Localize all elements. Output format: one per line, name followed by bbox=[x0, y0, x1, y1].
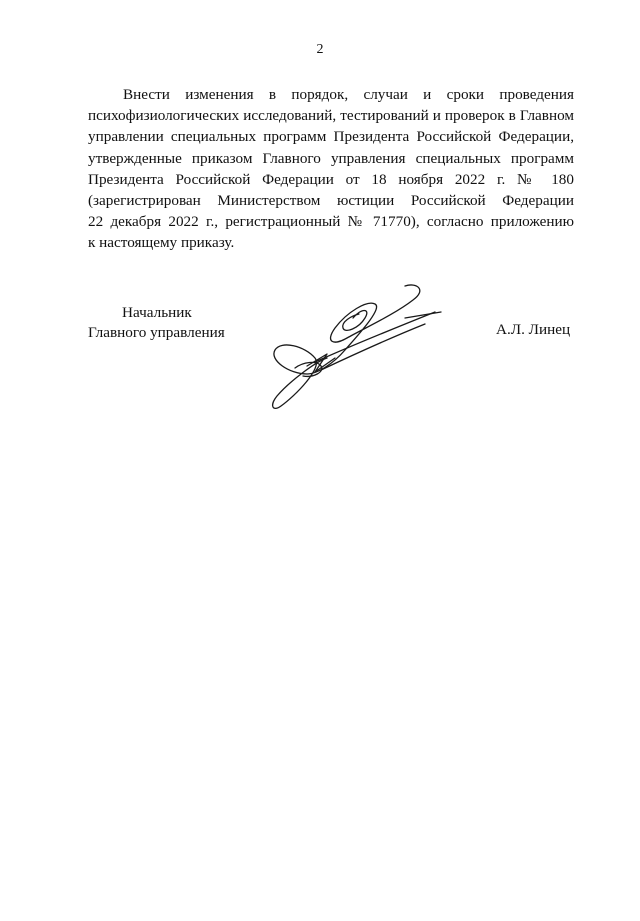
handwritten-signature bbox=[255, 278, 455, 418]
signer-title-line: Начальник bbox=[122, 304, 192, 321]
paragraph-line: управлении специальных программ Президента Российской Федерации, bbox=[88, 128, 574, 146]
paragraph-line: к настоящему приказу. bbox=[88, 234, 235, 252]
signer-title-line: Главного управления bbox=[88, 324, 225, 341]
paragraph-line: (зарегистрирован Министерством юстиции Российской Федерации bbox=[88, 192, 574, 210]
paragraph-line: Внести изменения в порядок, случаи и сроки проведения bbox=[123, 86, 574, 103]
signer-name: А.Л. Линец bbox=[496, 321, 571, 338]
paragraph-line: 22 декабря 2022 г., регистрационный № 71770), согласно приложению bbox=[88, 213, 574, 231]
order-paragraph bbox=[88, 84, 574, 254]
paragraph-line: психофизиологических исследований, тестирований и проверок в Главном bbox=[88, 107, 574, 125]
paragraph-line: утвержденные приказом Главного управления специальных программ bbox=[88, 149, 574, 167]
page-number: 2 bbox=[316, 42, 324, 57]
signer-title bbox=[88, 303, 225, 343]
paragraph-line: Президента Российской Федерации от 18 ноября 2022 г. № 180 bbox=[88, 170, 574, 188]
